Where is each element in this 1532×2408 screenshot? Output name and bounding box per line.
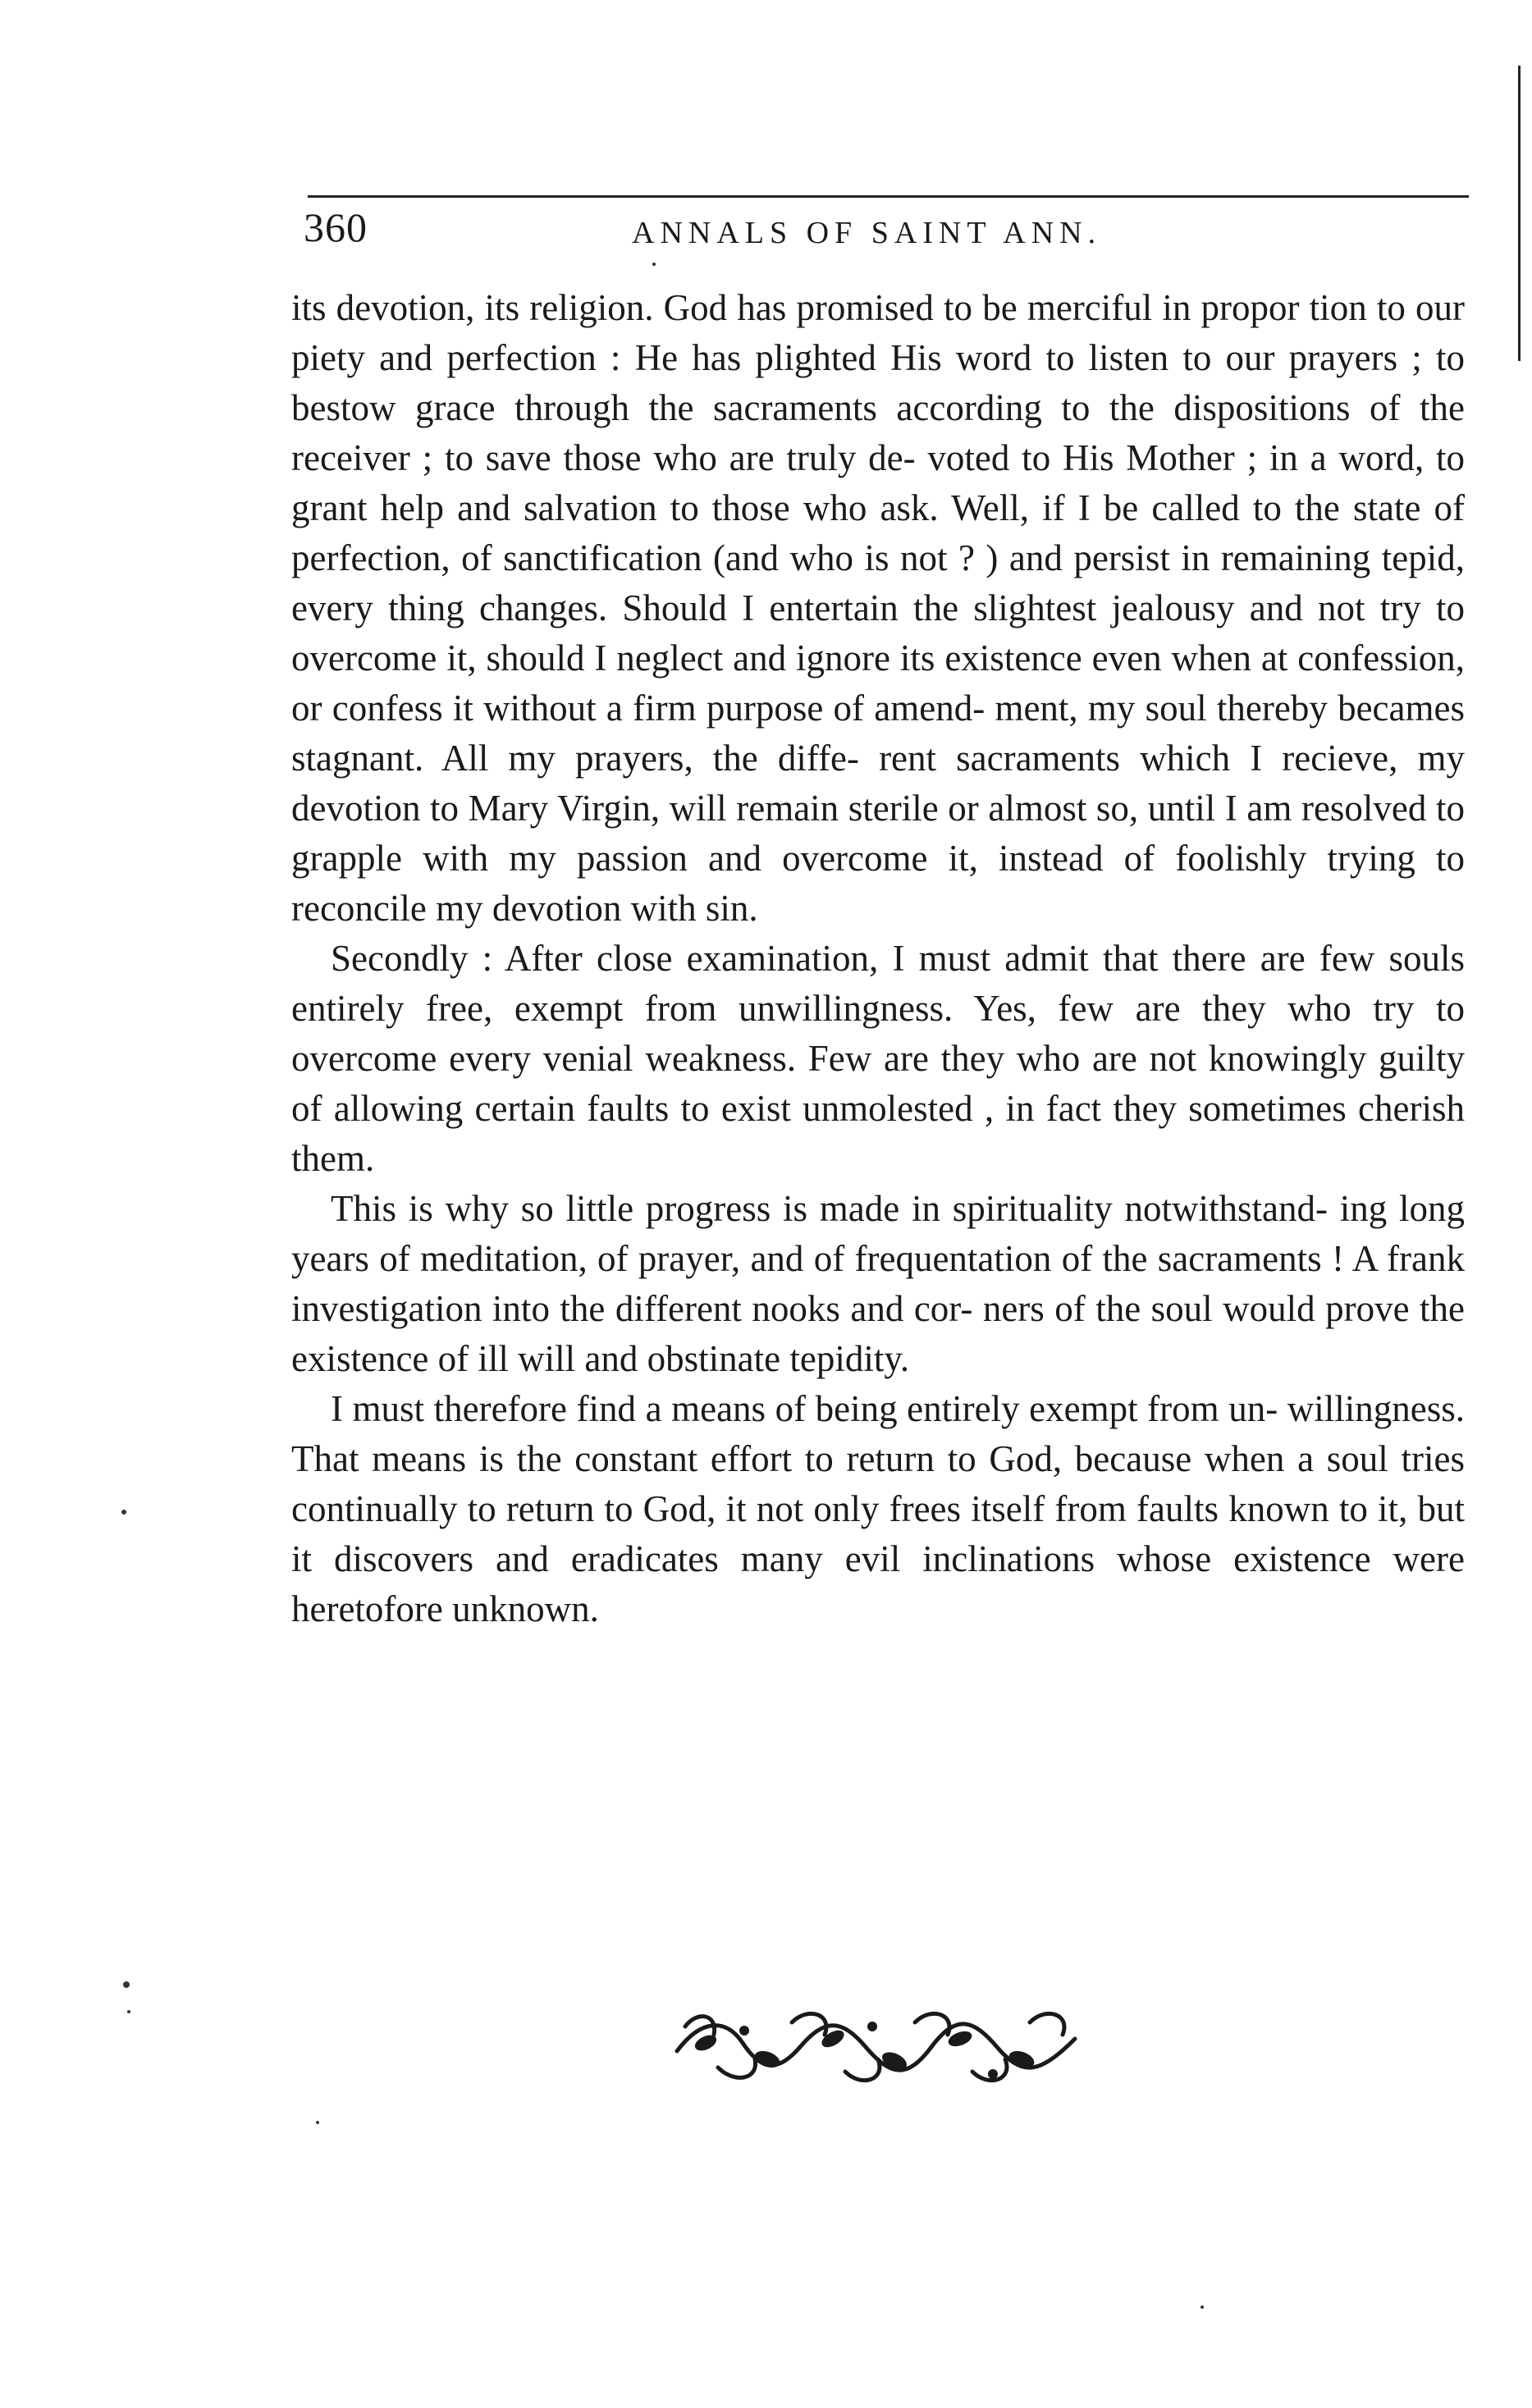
running-head: ANNALS OF SAINT ANN. [632, 216, 1102, 250]
page-number: 360 [304, 204, 368, 250]
paragraph-1: its devotion, its religion. God has promised to be merciful in propor tion to our piety and perfection : He has plighted His word to listen to our prayers ; to bestow grace through the sacraments according to the dispositions of the receiver ; to save those who are truly de- voted to His Mother ; in a word, to grant help and salvation to those who ask. Well, if I be called to the state of perfection, of sanctification (and who is not ? ) and persist in remaining tepid, every thing changes. Should I entertain the slightest jealousy and not try to overcome it, should I neglect and ignore its existence even when at confession, or confess it without a firm purpose of amend- ment, my soul thereby becames stagnant. All my prayers, the diffe- rent sacraments which I recieve, my devotion to Mary Virgin, will remain sterile or almost so, until I am resolved to grapple with my passion and overcome it, instead of foolishly trying to reconcile my devotion with sin. [291, 287, 1465, 929]
print-speck [316, 2121, 319, 2124]
paragraph-4: I must therefore find a means of being entirely exempt from un- willingness. That means is the constant effort to return to God, because when a soul tries continually to return to God, it not only frees itself from faults known to it, but it discovers and eradicates many evil inclinations whose existence were heretofore unknown. [291, 1388, 1465, 1629]
print-speck [1200, 2305, 1204, 2309]
print-speck [652, 263, 656, 266]
print-speck [121, 1510, 126, 1515]
vine-ornament-icon [669, 2002, 1083, 2092]
header-rule [308, 195, 1469, 198]
paragraph-2: Secondly : After close examination, I must admit that there are few souls entirely free, exempt from unwillingness. Yes, few are they who try to overcome every venial weakness. Few are they who are not knowingly guilty of allowing certain faults to exist unmolested , in fact they sometimes cherish them. [291, 938, 1465, 1179]
paragraph-3: This is why so little progress is made in spirituality notwithstand- ing long years of meditation, of prayer, and of frequentation of the sacraments ! A frank investigation into the different nooks and cor- ners of the soul would prove the existence of ill will and obstinate tepidity. [291, 1188, 1465, 1379]
print-speck [123, 1981, 130, 1988]
body-text [291, 283, 1465, 1634]
page-edge-line [1518, 66, 1521, 361]
print-speck [127, 2010, 130, 2013]
